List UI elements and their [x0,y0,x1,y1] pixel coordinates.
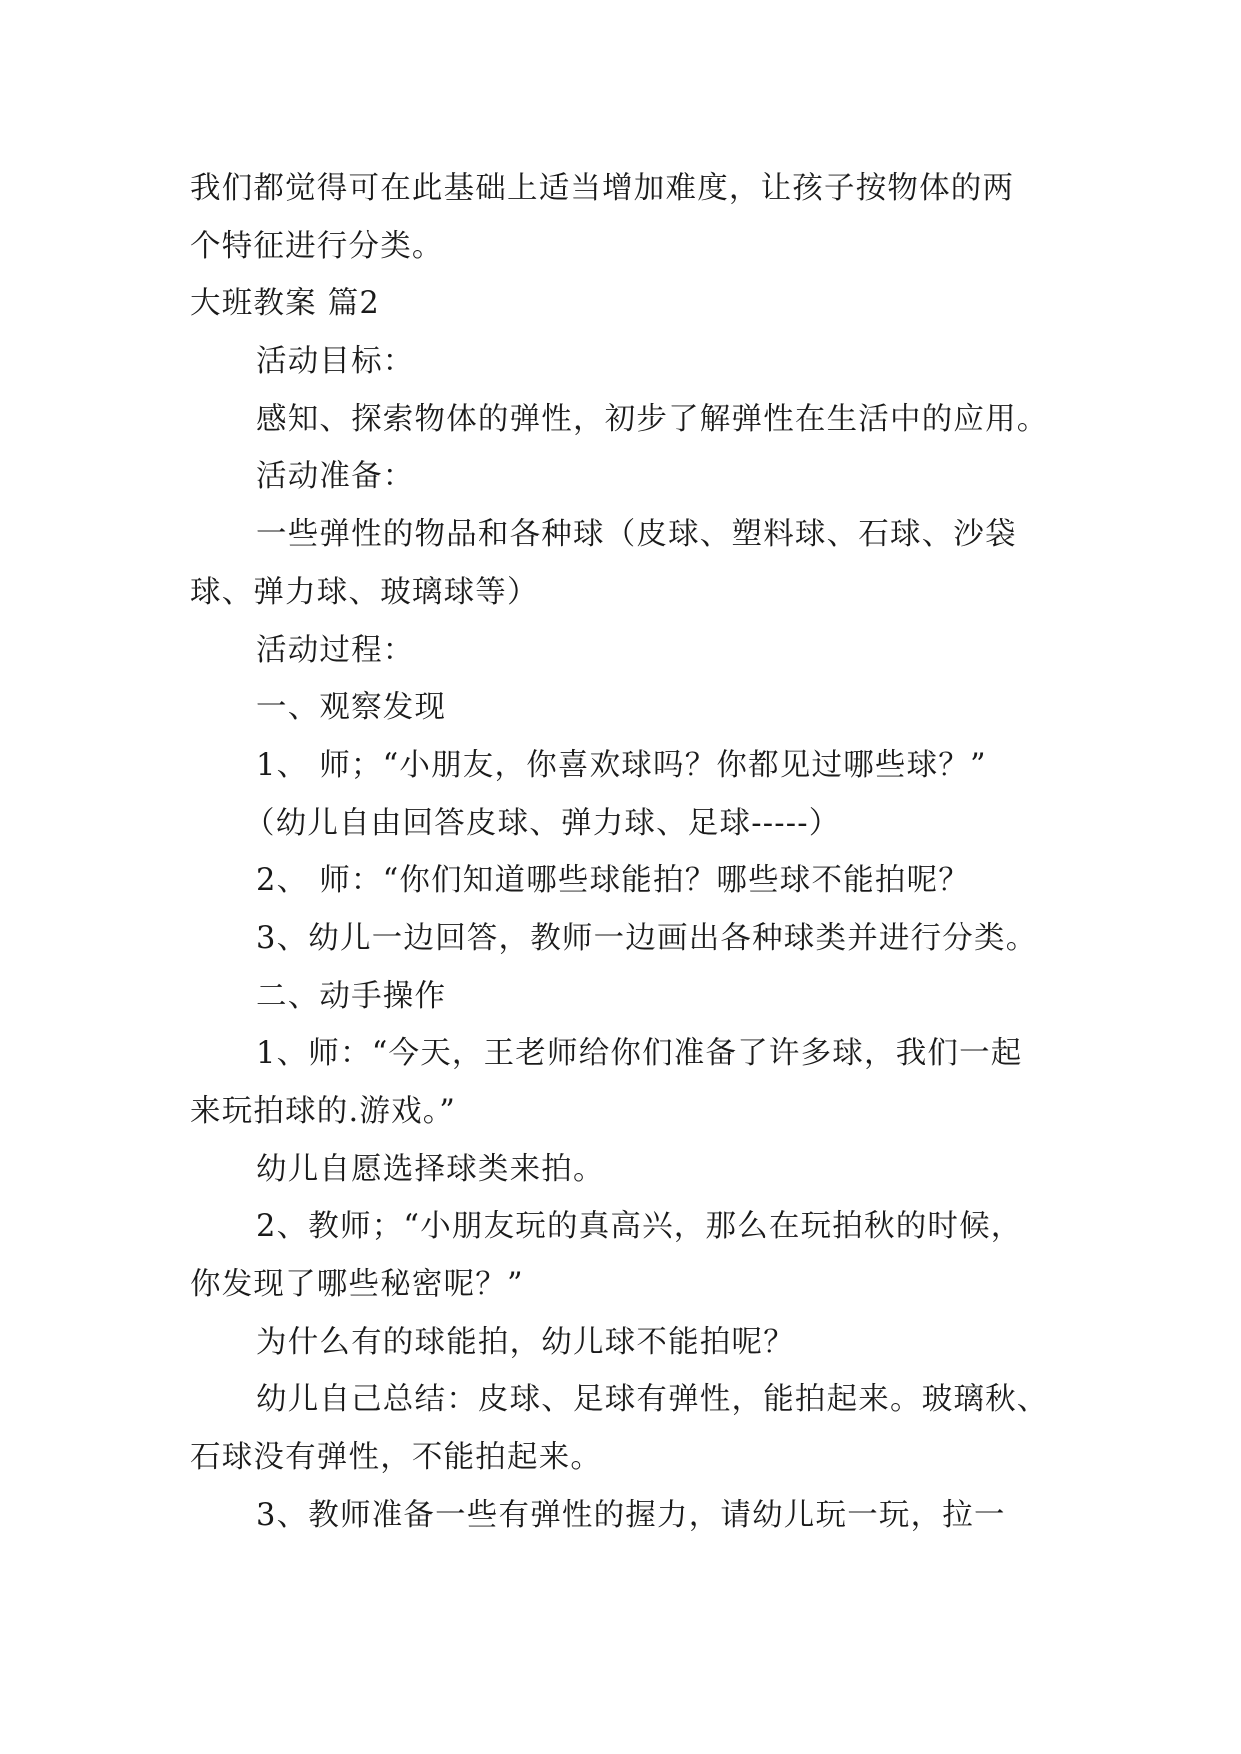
paragraph-line: 1、 师；“小朋友，你喜欢球吗？你都见过哪些球？” [256,747,987,783]
paragraph-line: 球、弹力球、玻璃球等） [190,574,539,610]
step-heading: 一、观察发现 [256,690,447,726]
subheading-process: 活动过程： [256,632,415,668]
paragraph-line: 1、师：“今天，王老师给你们准备了许多球，我们一起 [256,1036,1023,1072]
paragraph-line: 幼儿自愿选择球类来拍。 [256,1151,605,1187]
paragraph-line: （幼儿自由回答皮球、弹力球、足球-----） [244,805,841,841]
paragraph-line: 2、教师；“小朋友玩的真高兴，那么在玩拍秋的时候， [256,1209,1023,1245]
paragraph-line: 你发现了哪些秘密呢？” [190,1267,524,1303]
paragraph-line: 来玩拍球的.游戏。” [190,1094,457,1129]
paragraph-line: 感知、探索物体的弹性，初步了解弹性在生活中的应用。 [256,401,1049,437]
subheading-preparation: 活动准备： [256,459,415,495]
section-heading: 大班教案 篇2 [190,286,380,322]
document-body [190,160,1070,1545]
step-heading: 二、动手操作 [256,978,447,1014]
paragraph-line: 为什么有的球能拍，幼儿球不能拍呢？ [256,1324,795,1360]
paragraph-line: 幼儿自己总结：皮球、足球有弹性，能拍起来。玻璃秋、 [256,1382,1049,1418]
paragraph-line: 一些弹性的物品和各种球（皮球、塑料球、石球、沙袋 [256,517,1017,553]
paragraph-line: 个特征进行分类。 [190,228,444,264]
paragraph-line: 3、教师准备一些有弹性的握力，请幼儿玩一玩，拉一 [256,1497,1006,1533]
paragraph-line: 石球没有弹性，不能拍起来。 [190,1440,603,1476]
subheading-goal: 活动目标： [256,344,415,380]
paragraph-line: 2、 师：“你们知道哪些球能拍？哪些球不能拍呢？ [256,863,970,899]
paragraph-line: 我们都觉得可在此基础上适当增加难度，让孩子按物体的两 [190,171,1015,206]
paragraph-line: 3、幼儿一边回答，教师一边画出各种球类并进行分类。 [256,920,1038,956]
